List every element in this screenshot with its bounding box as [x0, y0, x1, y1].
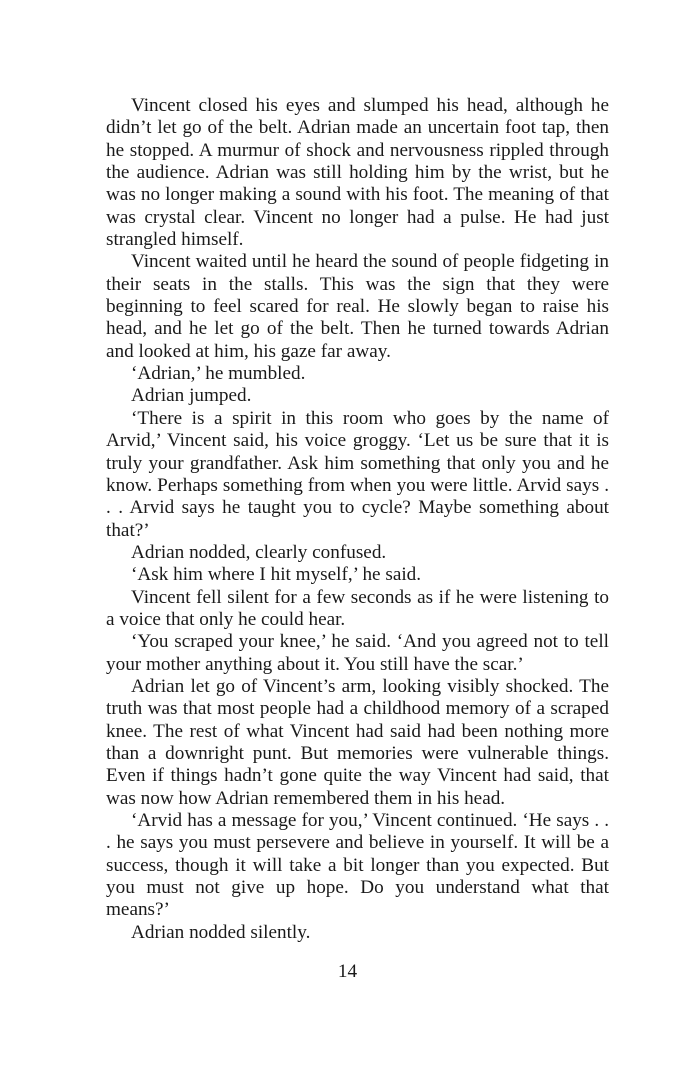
paragraph: Vincent fell silent for a few seconds as if he were listening to a voice that only he could hear. [106, 586, 609, 630]
paragraph: Adrian nodded, clearly confused. [131, 541, 387, 563]
page-body [106, 95, 609, 944]
paragraph: ‘You scraped your knee,’ he said. ‘And you agreed not to tell your mother anything about it. You still have the scar.’ [106, 631, 609, 675]
page-number: 14 [337, 961, 358, 982]
paragraph: Adrian nodded silently. [131, 921, 311, 943]
paragraph: ‘There is a spirit in this room who goes by the name of Arvid,’ Vincent said, his voice groggy. ‘Let us be sure that it is truly your grandfather. Ask him something that only you and he know. Perhaps something from when you were little. Arvid says . . . Arvid says he taught you to cycle? Maybe something about that?’ [106, 407, 609, 541]
paragraph: ‘Arvid has a message for you,’ Vincent continued. ‘He says . . . he says you must persevere and believe in yourself. It will be a success, though it will take a bit longer than you expected. But you must not give up hope. Do you understand what that means?’ [106, 810, 609, 921]
paragraph: Adrian let go of Vincent’s arm, looking visibly shocked. The truth was that most people had a childhood memory of a scraped knee. The rest of what Vincent had said had been nothing more than a downright punt. But memories were vulnerable things. Even if things hadn’t gone quite the way Vincent had said, that was now how Adrian remembered them in his head. [106, 675, 609, 809]
paragraph: Adrian jumped. [131, 385, 252, 407]
paragraph: ‘Ask him where I hit myself,’ he said. [131, 564, 422, 586]
paragraph: Vincent waited until he heard the sound of people fidgeting in their seats in the stalls. This was the sign that they were beginning to feel scared for real. He slowly began to raise his head, and he let go of the belt. Then he turned towards Adrian and looked at him, his gaze far away. [106, 251, 609, 362]
paragraph: Vincent closed his eyes and slumped his head, although he didn’t let go of the belt. Adrian made an uncertain foot tap, then he stopped. A murmur of shock and nervousness rippled through the audience. Adrian was still holding him by the wrist, but he was no longer making a sound with his foot. The meaning of that was crystal clear. Vincent no longer had a pulse. He had just strangled himself. [106, 95, 609, 251]
paragraph: ‘Adrian,’ he mumbled. [131, 363, 306, 385]
